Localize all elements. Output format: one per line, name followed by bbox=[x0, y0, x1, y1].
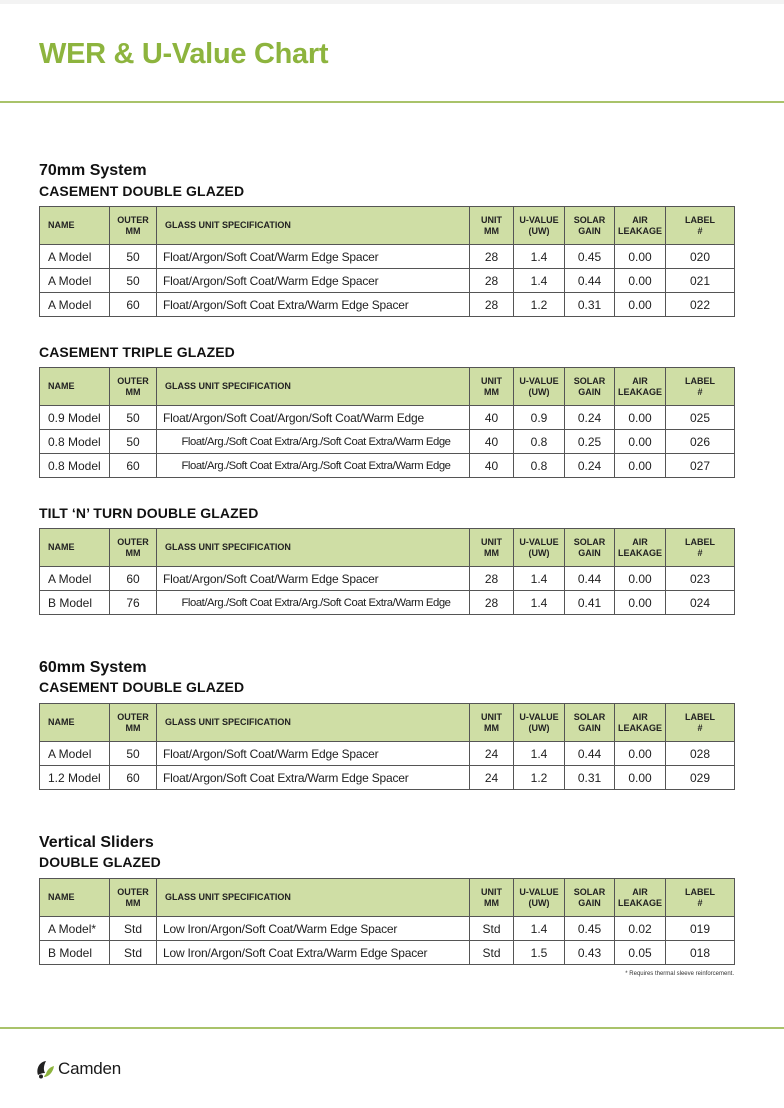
section-heading: CASEMENT TRIPLE GLAZED bbox=[39, 344, 235, 360]
column-header-label-number: LABEL # bbox=[666, 207, 735, 245]
column-header-unit-mm: UNIT MM bbox=[470, 207, 514, 245]
cell-outer-mm: 50 bbox=[110, 742, 157, 766]
cell-label-number: 020 bbox=[666, 245, 735, 269]
column-header-glass-unit-spec: GLASS UNIT SPECIFICATION bbox=[157, 207, 470, 245]
camden-leaf-icon bbox=[34, 1058, 56, 1080]
cell-unit-mm: 24 bbox=[470, 742, 514, 766]
cell-label-number: 025 bbox=[666, 406, 735, 430]
footnote: * Requires thermal sleeve reinforcement. bbox=[625, 971, 734, 977]
system-heading: Vertical Sliders bbox=[39, 834, 154, 851]
cell-glass-unit-spec: Float/Argon/Soft Coat Extra/Warm Edge Spacer bbox=[157, 766, 470, 790]
cell-u-value: 1.2 bbox=[514, 766, 565, 790]
cell-u-value: 1.2 bbox=[514, 293, 565, 317]
cell-glass-unit-spec: Float/Argon/Soft Coat Extra/Warm Edge Spacer bbox=[157, 293, 470, 317]
cell-name: A Model bbox=[40, 567, 110, 591]
cell-outer-mm: 50 bbox=[110, 430, 157, 454]
cell-air-leakage: 0.00 bbox=[615, 454, 666, 478]
column-header-unit-mm: UNIT MM bbox=[470, 704, 514, 742]
cell-outer-mm: 60 bbox=[110, 293, 157, 317]
table-header-row bbox=[40, 529, 735, 567]
spec-table bbox=[39, 528, 735, 615]
column-header-name: NAME bbox=[40, 879, 110, 917]
cell-solar-gain: 0.43 bbox=[565, 941, 615, 965]
column-header-outer-mm: OUTER MM bbox=[110, 368, 157, 406]
cell-name: A Model* bbox=[40, 917, 110, 941]
cell-outer-mm: 60 bbox=[110, 567, 157, 591]
cell-glass-unit-spec: Float/Argon/Soft Coat/Warm Edge Spacer bbox=[157, 742, 470, 766]
cell-name: B Model bbox=[40, 591, 110, 615]
cell-solar-gain: 0.45 bbox=[565, 917, 615, 941]
cell-solar-gain: 0.24 bbox=[565, 406, 615, 430]
column-header-solar-gain: SOLAR GAIN bbox=[565, 879, 615, 917]
cell-solar-gain: 0.31 bbox=[565, 293, 615, 317]
cell-glass-unit-spec: Float/Argon/Soft Coat/Argon/Soft Coat/Warm Edge bbox=[157, 406, 470, 430]
header-divider bbox=[0, 101, 784, 103]
column-header-glass-unit-spec: GLASS UNIT SPECIFICATION bbox=[157, 368, 470, 406]
column-header-air-leakage: AIR LEAKAGE bbox=[615, 368, 666, 406]
section-heading: CASEMENT DOUBLE GLAZED bbox=[39, 679, 245, 695]
column-header-label-number: LABEL # bbox=[666, 368, 735, 406]
cell-outer-mm: Std bbox=[110, 917, 157, 941]
brand-name: Camden bbox=[58, 1059, 122, 1078]
cell-unit-mm: 28 bbox=[470, 269, 514, 293]
table-row bbox=[40, 567, 735, 591]
column-header-glass-unit-spec: GLASS UNIT SPECIFICATION bbox=[157, 529, 470, 567]
top-strip bbox=[0, 0, 784, 4]
table-row bbox=[40, 406, 735, 430]
column-header-solar-gain: SOLAR GAIN bbox=[565, 529, 615, 567]
column-header-outer-mm: OUTER MM bbox=[110, 879, 157, 917]
cell-label-number: 024 bbox=[666, 591, 735, 615]
cell-outer-mm: 50 bbox=[110, 406, 157, 430]
column-header-name: NAME bbox=[40, 368, 110, 406]
cell-label-number: 029 bbox=[666, 766, 735, 790]
cell-label-number: 027 bbox=[666, 454, 735, 478]
column-header-solar-gain: SOLAR GAIN bbox=[565, 704, 615, 742]
column-header-air-leakage: AIR LEAKAGE bbox=[615, 704, 666, 742]
column-header-unit-mm: UNIT MM bbox=[470, 368, 514, 406]
cell-u-value: 1.4 bbox=[514, 591, 565, 615]
cell-u-value: 1.4 bbox=[514, 742, 565, 766]
cell-solar-gain: 0.24 bbox=[565, 454, 615, 478]
cell-name: B Model bbox=[40, 941, 110, 965]
table-row bbox=[40, 454, 735, 478]
cell-air-leakage: 0.00 bbox=[615, 245, 666, 269]
cell-unit-mm: 28 bbox=[470, 293, 514, 317]
table-row bbox=[40, 245, 735, 269]
cell-outer-mm: 50 bbox=[110, 245, 157, 269]
cell-solar-gain: 0.44 bbox=[565, 742, 615, 766]
cell-air-leakage: 0.00 bbox=[615, 742, 666, 766]
cell-u-value: 0.8 bbox=[514, 430, 565, 454]
section-heading: CASEMENT DOUBLE GLAZED bbox=[39, 183, 245, 199]
cell-unit-mm: 40 bbox=[470, 454, 514, 478]
column-header-label-number: LABEL # bbox=[666, 704, 735, 742]
cell-label-number: 022 bbox=[666, 293, 735, 317]
cell-solar-gain: 0.31 bbox=[565, 766, 615, 790]
cell-name: 1.2 Model bbox=[40, 766, 110, 790]
cell-glass-unit-spec: Float/Arg./Soft Coat Extra/Arg./Soft Coat Extra/Warm Edge bbox=[157, 454, 470, 478]
table-row bbox=[40, 766, 735, 790]
cell-unit-mm: 28 bbox=[470, 245, 514, 269]
column-header-label-number: LABEL # bbox=[666, 879, 735, 917]
cell-unit-mm: 28 bbox=[470, 567, 514, 591]
column-header-u-value: U-VALUE (UW) bbox=[514, 879, 565, 917]
cell-outer-mm: 50 bbox=[110, 269, 157, 293]
table-row bbox=[40, 430, 735, 454]
column-header-name: NAME bbox=[40, 529, 110, 567]
spec-table bbox=[39, 878, 735, 965]
column-header-outer-mm: OUTER MM bbox=[110, 529, 157, 567]
cell-unit-mm: Std bbox=[470, 917, 514, 941]
cell-u-value: 0.9 bbox=[514, 406, 565, 430]
table-row bbox=[40, 269, 735, 293]
cell-name: A Model bbox=[40, 293, 110, 317]
footer-divider bbox=[0, 1027, 784, 1029]
cell-glass-unit-spec: Low Iron/Argon/Soft Coat Extra/Warm Edge Spacer bbox=[157, 941, 470, 965]
cell-glass-unit-spec: Float/Argon/Soft Coat/Warm Edge Spacer bbox=[157, 245, 470, 269]
column-header-u-value: U-VALUE (UW) bbox=[514, 207, 565, 245]
cell-outer-mm: Std bbox=[110, 941, 157, 965]
cell-unit-mm: 40 bbox=[470, 406, 514, 430]
system-heading: 60mm System bbox=[39, 659, 147, 676]
column-header-outer-mm: OUTER MM bbox=[110, 207, 157, 245]
column-header-u-value: U-VALUE (UW) bbox=[514, 368, 565, 406]
cell-u-value: 1.5 bbox=[514, 941, 565, 965]
cell-air-leakage: 0.00 bbox=[615, 567, 666, 591]
column-header-glass-unit-spec: GLASS UNIT SPECIFICATION bbox=[157, 879, 470, 917]
cell-solar-gain: 0.41 bbox=[565, 591, 615, 615]
cell-u-value: 1.4 bbox=[514, 917, 565, 941]
cell-label-number: 023 bbox=[666, 567, 735, 591]
cell-solar-gain: 0.44 bbox=[565, 567, 615, 591]
cell-unit-mm: 28 bbox=[470, 591, 514, 615]
cell-glass-unit-spec: Float/Argon/Soft Coat/Warm Edge Spacer bbox=[157, 567, 470, 591]
section-heading: TILT ‘N’ TURN DOUBLE GLAZED bbox=[39, 505, 259, 521]
column-header-u-value: U-VALUE (UW) bbox=[514, 704, 565, 742]
cell-name: 0.8 Model bbox=[40, 430, 110, 454]
cell-solar-gain: 0.25 bbox=[565, 430, 615, 454]
table-row bbox=[40, 293, 735, 317]
table-header-row bbox=[40, 368, 735, 406]
table-row bbox=[40, 941, 735, 965]
cell-label-number: 018 bbox=[666, 941, 735, 965]
system-heading: 70mm System bbox=[39, 162, 147, 179]
cell-solar-gain: 0.45 bbox=[565, 245, 615, 269]
column-header-name: NAME bbox=[40, 207, 110, 245]
cell-name: A Model bbox=[40, 742, 110, 766]
table-header-row bbox=[40, 704, 735, 742]
cell-label-number: 026 bbox=[666, 430, 735, 454]
cell-unit-mm: 24 bbox=[470, 766, 514, 790]
column-header-label-number: LABEL # bbox=[666, 529, 735, 567]
table-row bbox=[40, 742, 735, 766]
cell-u-value: 0.8 bbox=[514, 454, 565, 478]
cell-air-leakage: 0.00 bbox=[615, 766, 666, 790]
column-header-unit-mm: UNIT MM bbox=[470, 529, 514, 567]
table-row bbox=[40, 917, 735, 941]
column-header-outer-mm: OUTER MM bbox=[110, 704, 157, 742]
cell-air-leakage: 0.05 bbox=[615, 941, 666, 965]
cell-air-leakage: 0.00 bbox=[615, 591, 666, 615]
cell-glass-unit-spec: Low Iron/Argon/Soft Coat/Warm Edge Spacer bbox=[157, 917, 470, 941]
cell-glass-unit-spec: Float/Arg./Soft Coat Extra/Arg./Soft Coat Extra/Warm Edge bbox=[157, 591, 470, 615]
section-heading: DOUBLE GLAZED bbox=[39, 854, 161, 870]
column-header-air-leakage: AIR LEAKAGE bbox=[615, 207, 666, 245]
cell-air-leakage: 0.02 bbox=[615, 917, 666, 941]
cell-outer-mm: 60 bbox=[110, 766, 157, 790]
cell-label-number: 028 bbox=[666, 742, 735, 766]
column-header-u-value: U-VALUE (UW) bbox=[514, 529, 565, 567]
cell-name: 0.8 Model bbox=[40, 454, 110, 478]
cell-air-leakage: 0.00 bbox=[615, 430, 666, 454]
cell-air-leakage: 0.00 bbox=[615, 293, 666, 317]
cell-name: 0.9 Model bbox=[40, 406, 110, 430]
column-header-solar-gain: SOLAR GAIN bbox=[565, 207, 615, 245]
cell-glass-unit-spec: Float/Argon/Soft Coat/Warm Edge Spacer bbox=[157, 269, 470, 293]
cell-u-value: 1.4 bbox=[514, 567, 565, 591]
column-header-glass-unit-spec: GLASS UNIT SPECIFICATION bbox=[157, 704, 470, 742]
cell-outer-mm: 76 bbox=[110, 591, 157, 615]
cell-label-number: 021 bbox=[666, 269, 735, 293]
spec-table bbox=[39, 703, 735, 790]
cell-air-leakage: 0.00 bbox=[615, 269, 666, 293]
cell-outer-mm: 60 bbox=[110, 454, 157, 478]
spec-table bbox=[39, 367, 735, 478]
column-header-solar-gain: SOLAR GAIN bbox=[565, 368, 615, 406]
column-header-air-leakage: AIR LEAKAGE bbox=[615, 529, 666, 567]
column-header-name: NAME bbox=[40, 704, 110, 742]
cell-name: A Model bbox=[40, 269, 110, 293]
table-header-row bbox=[40, 879, 735, 917]
column-header-unit-mm: UNIT MM bbox=[470, 879, 514, 917]
cell-name: A Model bbox=[40, 245, 110, 269]
cell-air-leakage: 0.00 bbox=[615, 406, 666, 430]
spec-table bbox=[39, 206, 735, 317]
cell-u-value: 1.4 bbox=[514, 269, 565, 293]
table-header-row bbox=[40, 207, 735, 245]
column-header-air-leakage: AIR LEAKAGE bbox=[615, 879, 666, 917]
page-title: WER & U-Value Chart bbox=[39, 38, 329, 70]
cell-label-number: 019 bbox=[666, 917, 735, 941]
brand-logo bbox=[34, 1058, 121, 1080]
cell-unit-mm: 40 bbox=[470, 430, 514, 454]
cell-glass-unit-spec: Float/Arg./Soft Coat Extra/Arg./Soft Coat Extra/Warm Edge bbox=[157, 430, 470, 454]
cell-u-value: 1.4 bbox=[514, 245, 565, 269]
cell-unit-mm: Std bbox=[470, 941, 514, 965]
cell-solar-gain: 0.44 bbox=[565, 269, 615, 293]
table-row bbox=[40, 591, 735, 615]
